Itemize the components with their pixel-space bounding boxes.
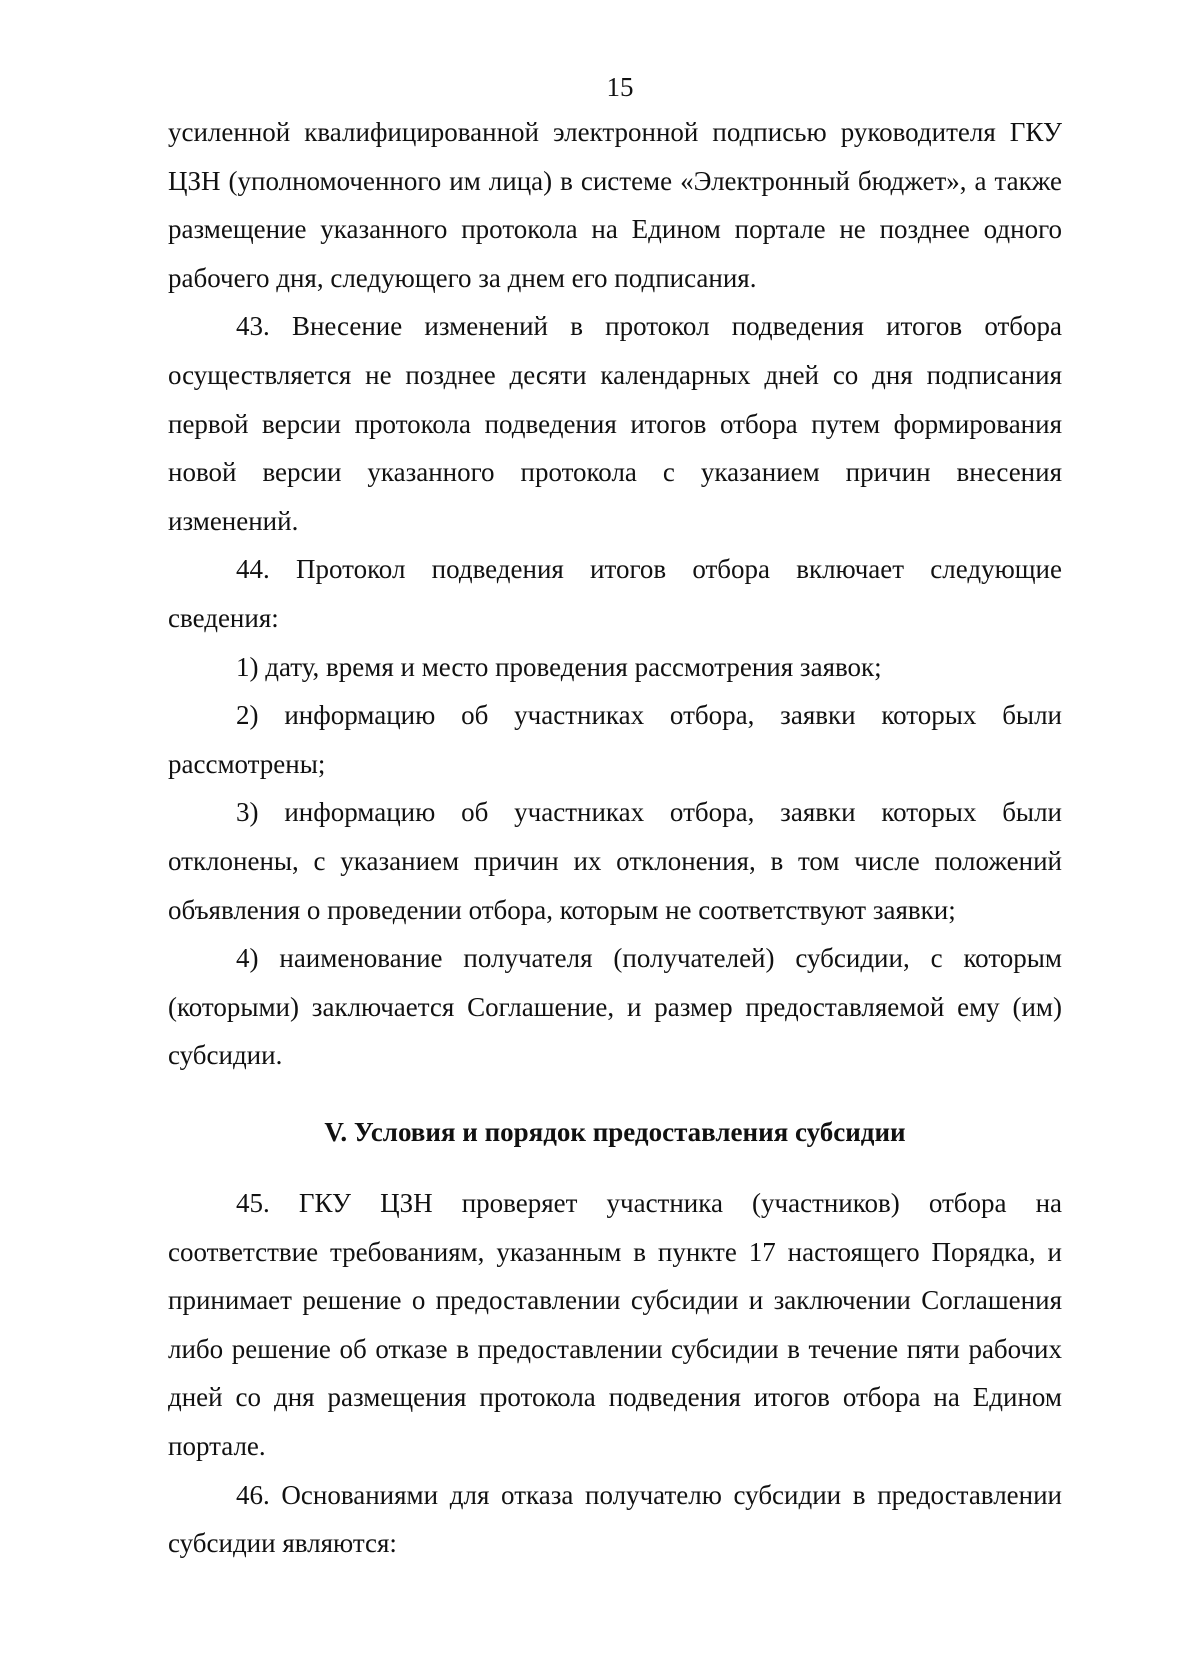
list-item-1: 1) дату, время и место проведения рассмотрения заявок; [236, 651, 882, 682]
paragraph-46: 46. Основаниями для отказа получателю субсидии в предоставлении субсидии являются: [168, 1479, 1062, 1559]
text-block-bottom [168, 1179, 1062, 1568]
paragraph-44: 44. Протокол подведения итогов отбора включает следующие сведения: [168, 554, 1062, 633]
list-item-3: 3) информацию об участниках отбора, заявки которых были отклонены, с указанием причин их отклонения, в том числе положений объявления о проведении отбора, которым не соответствуют заявки; [168, 797, 1062, 925]
section-heading: V. Условия и порядок предоставления субсидии [324, 1117, 906, 1147]
page-number: 15 [606, 72, 634, 102]
text-block-top [168, 108, 1062, 1080]
paragraph-continuation: усиленной квалифицированной электронной подписью руководителя ГКУ ЦЗН (уполномоченного им лица) в системе «Электронный бюджет», а также размещение указанного протокола на Едином портале не позднее одного рабочего дня, следующего за днем его подписания. [168, 117, 1062, 293]
list-item-2: 2) информацию об участниках отбора, заявки которых были рассмотрены; [168, 700, 1062, 779]
paragraph-43: 43. Внесение изменений в протокол подведения итогов отбора осуществляется не позднее десяти календарных дней со дня подписания первой версии протокола подведения итогов отбора путем формирования новой версии указанного протокола с указанием причин внесения изменений. [168, 311, 1062, 536]
paragraph-45: 45. ГКУ ЦЗН проверяет участника (участников) отбора на соответствие требованиям, указанным в пункте 17 настоящего Порядка, и принимает решение о предоставлении субсидии и заключении Соглашения либо решение об отказе в предоставлении субсидии в течение пяти рабочих дней со дня размещения протокола подведения итогов отбора на Едином портале. [168, 1188, 1062, 1461]
list-item-4: 4) наименование получателя (получателей) субсидии, с которым (которыми) заключается Соглашение, и размер предоставляемой ему (им) субсидии. [168, 943, 1062, 1071]
section-heading-block [168, 1108, 1062, 1157]
